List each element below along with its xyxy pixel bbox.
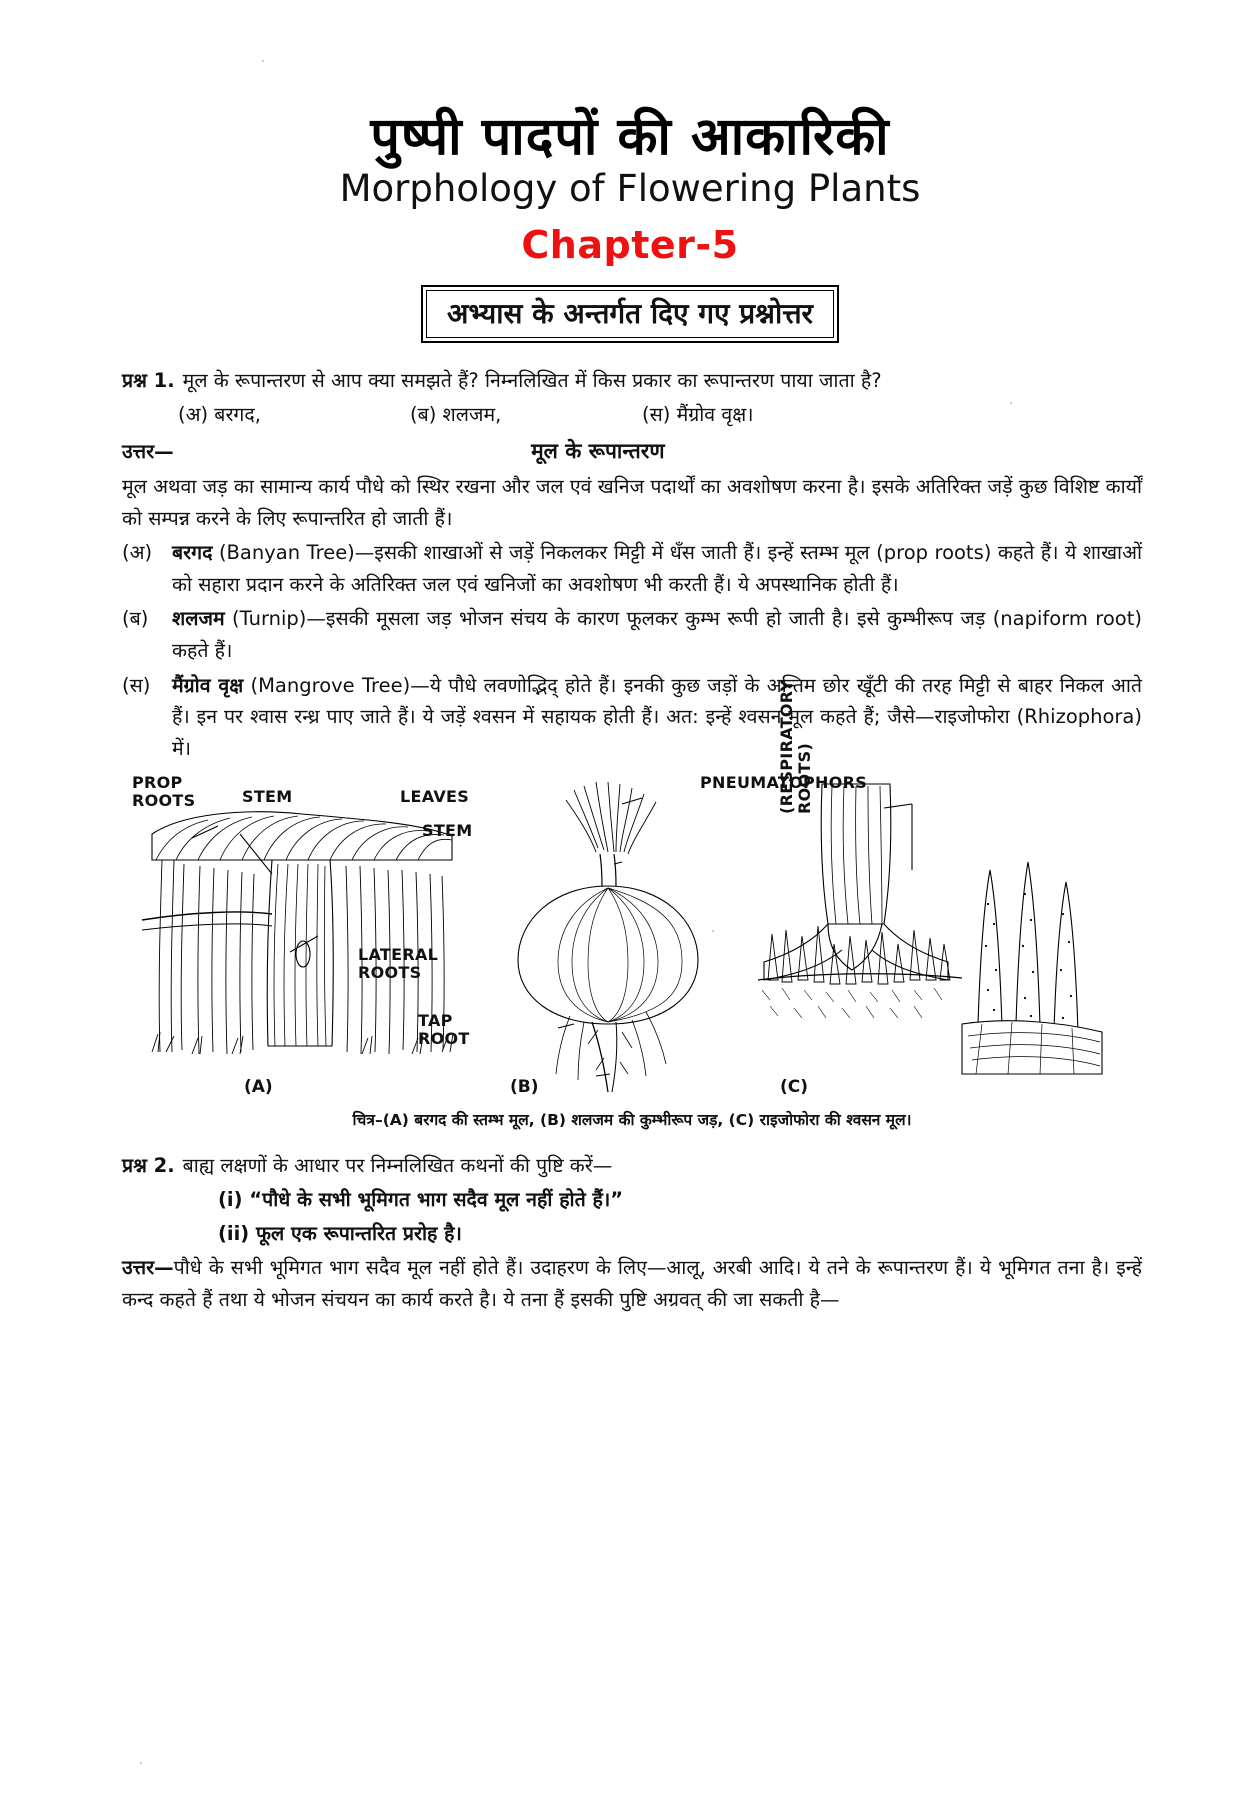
page-title-hindi: पुष्पी पादपों की आकारिकी <box>370 107 890 167</box>
list-item-mark: (अ) <box>122 541 153 565</box>
label-stem-a: STEM <box>242 787 293 807</box>
option-a: (अ) बरगद, <box>178 402 261 426</box>
answer-1-heading: मूल के रूपान्तरण <box>531 439 665 464</box>
list-item-head-en: (Banyan Tree) <box>218 541 355 565</box>
answer-2 <box>122 1252 1142 1315</box>
figure-caption: चित्र–(A) बरगद की स्तम्भ मूल, (B) शलजम की कुम्भीरूप जड़, (C) राइजोफोरा की श्वसन मूल। <box>352 1111 912 1130</box>
list-item-head: बरगद <box>172 541 213 565</box>
list-item-text: —ये पौधे लवणोद्भिद् होते हैं। इनकी कुछ जड़ों के अन्तिम छोर खूँटी की तरह मिट्टी से बाहर निकल आते हैं। इन पर श्वास रन्ध्र पाए जाते हैं। ये जड़ें श्वसन में सहायक होती हैं। अत: इन्हें श्वसन मूल कहते हैं; जैसे—राइजोफोरा (Rhizophora) में। <box>172 673 1142 760</box>
list-item-body <box>172 603 1142 666</box>
question-2 <box>122 1150 1142 1182</box>
list-item <box>122 537 1142 600</box>
question-1-options <box>178 399 1142 431</box>
answer-2-label: उत्तर— <box>122 1256 174 1280</box>
question-2-text: बाह्य लक्षणों के आधार पर निम्नलिखित कथनों की पुष्टि करें— <box>182 1154 613 1178</box>
answer-1-header <box>122 434 1142 468</box>
answer-2-text: पौधे के सभी भूमिगत भाग सदैव मूल नहीं होते हैं। उदाहरण के लिए—आलू, अरबी आदि। ये तने के रूपान्तरण हैं। ये भूमिगत तना है। इन्हें कन्द कहते हैं तथा ये भोजन संचयन का कार्य करते है। ये तना हैं इसकी पुष्टि अग्रवत् की जा सकती है— <box>122 1256 1142 1311</box>
list-item-mark: (ब) <box>122 607 149 631</box>
list-item <box>122 603 1142 666</box>
label-tap-root: TAP ROOT <box>418 1011 470 1049</box>
figure-illustration <box>122 774 1142 1104</box>
scan-speck <box>712 930 714 932</box>
label-lateral-roots: LATERAL ROOTS <box>358 945 439 983</box>
list-item-head: मैंग्रोव वृक्ष <box>172 673 244 697</box>
list-item-text: —इसकी मूसला जड़ भोजन संचय के कारण फूलकर कुम्भ रूपी हो जाती है। इसे कुम्भीरूप जड़ (napiform root) कहते हैं। <box>172 607 1142 663</box>
list-item-head: शलजम <box>172 607 225 631</box>
question-1-text: मूल के रूपान्तरण से आप क्या समझते हैं? निम्नलिखित में किस प्रकार का रूपान्तरण पाया जाता है? <box>182 368 882 392</box>
label-pneumatophors: PNEUMATOPHORS <box>700 773 868 793</box>
option-c: (स) मैंग्रोव वृक्ष। <box>642 402 754 426</box>
list-item-head-en: (Turnip) <box>232 607 307 631</box>
list-item-body <box>172 670 1142 765</box>
scan-speck <box>140 1762 142 1764</box>
scan-speck <box>262 60 264 62</box>
question-1-label: प्रश्न 1. <box>122 368 175 392</box>
figure-sublabel-a: (A) <box>244 1077 273 1098</box>
list-item-mark: (स) <box>122 673 151 697</box>
banner-wrap <box>0 285 1260 343</box>
answer-1-intro: मूल अथवा जड़ का सामान्य कार्य पौधे को स्थिर रखना और जल एवं खनिज पदार्थों का अवशोषण करना है। इसके अतिरिक्त जड़ें कुछ विशिष्ट कार्यों को सम्पन्न करने के लिए रूपान्तरित हो जाती हैं। <box>122 475 1142 530</box>
question-1 <box>122 365 1142 397</box>
list-item-body <box>172 537 1142 600</box>
page-title-english: Morphology of Flowering Plants <box>339 166 921 210</box>
exercise-banner-text: अभ्यास के अन्तर्गत दिए गए प्रश्नोत्तर <box>446 296 814 330</box>
title-block <box>0 107 1260 343</box>
figure-sublabel-c: (C) <box>780 1077 809 1098</box>
label-respiratory-roots: (RESPIRATORY ROOTS) <box>777 679 814 815</box>
list-item-head-en: (Mangrove Tree) <box>250 673 411 697</box>
label-leaves: LEAVES <box>400 787 470 807</box>
option-b: (ब) शलजम, <box>410 402 502 426</box>
list-item <box>122 670 1142 765</box>
figure-sublabel-b: (B) <box>510 1077 539 1098</box>
content-body <box>122 365 1142 1315</box>
question-2-block <box>122 1150 1142 1315</box>
question-2-sub-i: (i) “पौधे के सभी भूमिगत भाग सदैव मूल नहीं होते हैं।” <box>218 1187 624 1211</box>
question-2-label: प्रश्न 2. <box>122 1154 175 1178</box>
answer-1-label: उत्तर— <box>122 440 174 464</box>
scan-speck <box>1010 402 1012 404</box>
chapter-label: Chapter-5 <box>521 222 739 267</box>
question-2-sub-ii: (ii) फूल एक रूपान्तरित प्ररोह है। <box>218 1221 462 1245</box>
label-stem-b: STEM <box>422 821 473 841</box>
exercise-banner <box>421 285 839 343</box>
label-prop-roots: PROP ROOTS <box>132 773 196 811</box>
list-item-text: —इसकी शाखाओं से जड़ें निकलकर मिट्टी में धँस जाती हैं। इन्हें स्तम्भ मूल (prop roots) कहते हैं। ये शाखाओं को सहारा प्रदान करने के अतिरिक्त जल एवं खनिजों का अवशोषण भी करती हैं। ये अपस्थानिक होती हैं। <box>172 541 1142 596</box>
